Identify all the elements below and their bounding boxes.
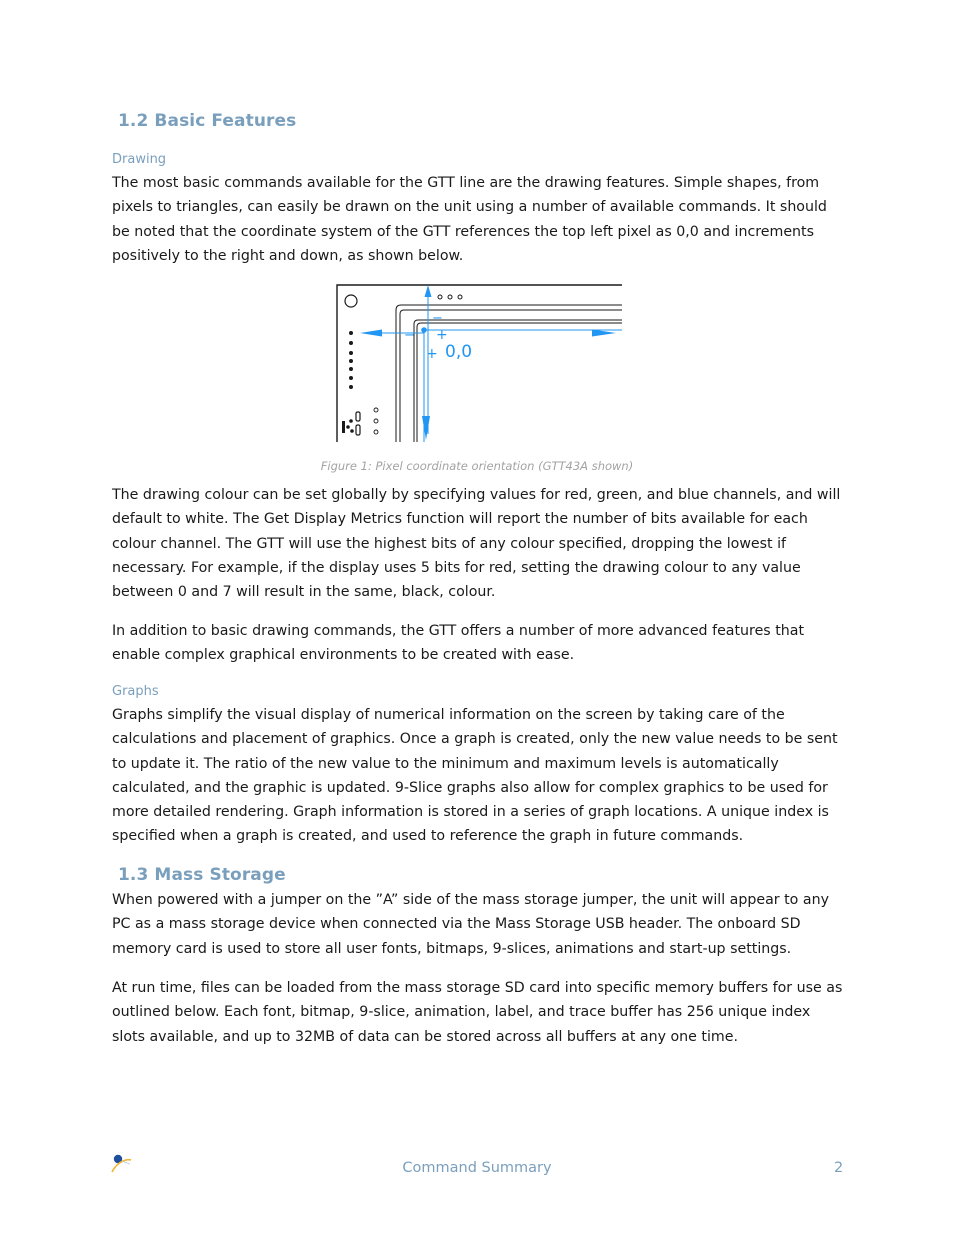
footer-title: Command Summary xyxy=(402,1160,552,1176)
drawing-paragraph-3: In addition to basic drawing commands, the GTT offers a number of more advanced features that enable complex graphical environments to be created with ease. xyxy=(112,623,805,664)
subheading-drawing: Drawing xyxy=(112,152,167,167)
top-connector-pins xyxy=(438,295,462,299)
coordinate-guides xyxy=(364,289,622,442)
mounting-hole-icon xyxy=(345,295,357,307)
display-bezel xyxy=(396,305,622,442)
minus-sign-left: − xyxy=(404,328,415,343)
minus-sign-top: − xyxy=(432,311,443,326)
pixel-coordinate-figure xyxy=(336,284,622,442)
footer-page-number: 2 xyxy=(834,1160,844,1176)
figure-caption: Figure 1: Pixel coordinate orientation (GTT43A shown) xyxy=(320,459,634,473)
graphs-paragraph: Graphs simplify the visual display of numerical information on the screen by taking care of the calculations and placement of graphics. Once a graph is created, only the new value needs to be sent to update it. The ratio of the new value to the minimum and maximum levels is automatically calculated, and the graphic is updated. 9-Slice graphs also allow for complex graphics to be used for more detailed rendering. Graph information is stored in a series of graph locations. A unique index is specified when a graph is created, and used to reference the graph in future commands. xyxy=(112,707,838,845)
origin-point xyxy=(421,327,427,333)
left-arrow-icon xyxy=(360,330,382,337)
board-outline xyxy=(337,285,622,442)
down-arrow-icon xyxy=(422,416,430,440)
plus-sign-down: + xyxy=(426,346,438,362)
right-arrow-icon xyxy=(592,330,616,337)
origin-label: 0,0 xyxy=(445,342,473,362)
mass-storage-paragraph-2: At run time, files can be loaded from the mass storage SD card into specific memory buffers for use as outlined below. Each font, bitmap, 9-slice, animation, label, and trace buffer has 256 unique index slots available, and up to 32MB of data can be stored across all buffers at any one time. xyxy=(112,980,843,1045)
mass-storage-paragraph-1: When powered with a jumper on the ”A” side of the mass storage jumper, the unit will appear to any PC as a mass storage device when connected via the Mass Storage USB header. The onboard SD memory card is used to store all user fonts, bitmaps, 9-slices, animations and start-up settings. xyxy=(112,892,829,957)
subheading-graphs: Graphs xyxy=(112,684,159,699)
bottom-left-components xyxy=(342,408,378,435)
section-heading-mass-storage: 1.3 Mass Storage xyxy=(118,865,286,885)
left-side-pins xyxy=(349,331,353,389)
drawing-paragraph-1: The most basic commands available for the GTT line are the drawing features. Simple shapes, from pixels to triangles, can easily be drawn on the unit using a number of available commands. It should be noted that the coordinate system of the GTT references the top left pixel as 0,0 and increments positively to the right and down, as shown below. xyxy=(112,175,827,264)
section-heading-basic-features: 1.2 Basic Features xyxy=(118,111,297,131)
drawing-paragraph-2: The drawing colour can be set globally by specifying values for red, green, and blue channels, and will default to white. The Get Display Metrics function will report the number of bits available for each colour channel. The GTT will use the highest bits of any colour specified, dropping the lowest if necessary. For example, if the display uses 5 bits for red, setting the drawing colour to any value between 0 and 7 will result in the same, black, colour. xyxy=(112,487,841,601)
up-arrow-icon xyxy=(425,285,432,297)
plus-sign-right: + xyxy=(436,327,448,343)
